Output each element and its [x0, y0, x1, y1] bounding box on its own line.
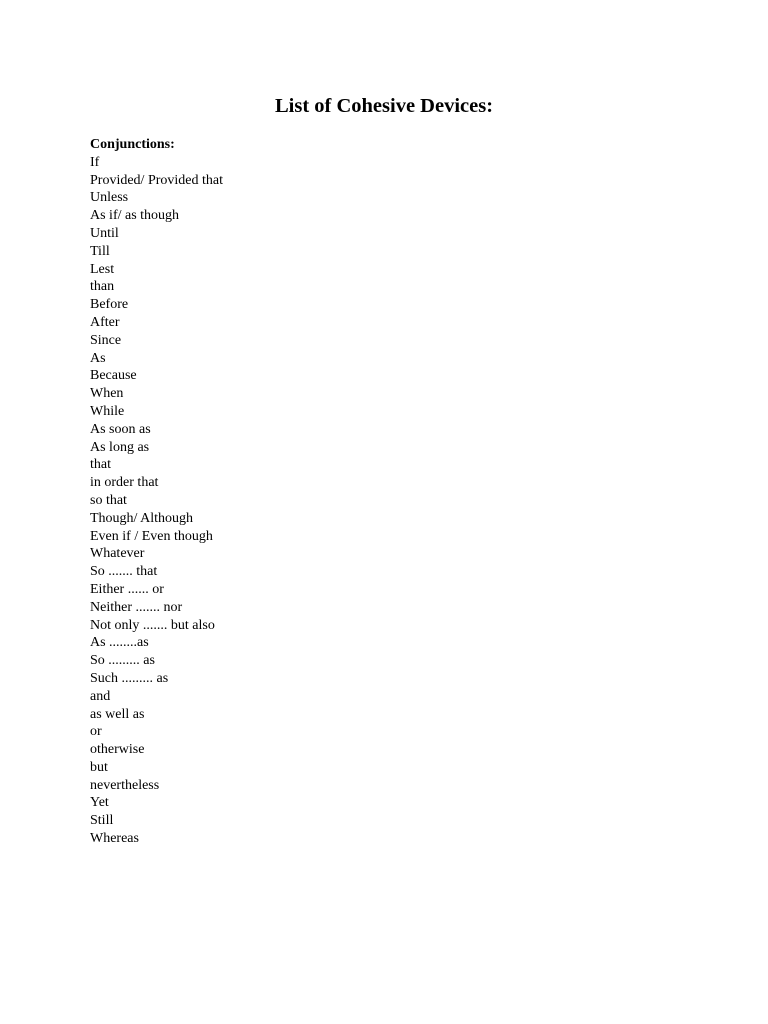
- conjunction-item: Even if / Even though: [90, 528, 213, 544]
- conjunction-item: than: [90, 279, 115, 295]
- conjunction-item: As ........as: [90, 635, 149, 651]
- conjunction-item: Not only ....... but also: [90, 617, 215, 633]
- conjunction-item: As if/ as though: [90, 208, 180, 224]
- conjunction-item: Whatever: [90, 546, 145, 562]
- conjunction-item: Because: [90, 368, 137, 384]
- conjunction-item: As soon as: [90, 421, 151, 437]
- conjunction-item: Though/ Although: [90, 510, 194, 526]
- conjunction-item: or: [90, 724, 102, 740]
- conjunction-item: that: [90, 457, 111, 473]
- conjunction-item: Before: [90, 297, 129, 313]
- conjunction-item: so that: [90, 492, 127, 508]
- conjunction-item: While: [90, 403, 125, 419]
- conjunction-item: Till: [90, 243, 110, 259]
- conjunction-item: Lest: [90, 261, 115, 277]
- conjunction-item: nevertheless: [90, 777, 160, 793]
- conjunction-item: If: [90, 154, 100, 170]
- conjunction-item: otherwise: [90, 742, 145, 758]
- conjunction-item: in order that: [90, 475, 159, 491]
- conjunction-item: Whereas: [90, 831, 139, 847]
- conjunction-item: So ......... as: [90, 653, 155, 669]
- conjunction-item: as well as: [90, 706, 145, 722]
- page-title: List of Cohesive Devices:: [274, 95, 494, 117]
- conjunction-item: Until: [90, 225, 119, 241]
- conjunction-item: So ....... that: [90, 564, 158, 580]
- conjunction-item: Unless: [90, 190, 129, 206]
- conjunction-item: Yet: [90, 795, 109, 811]
- conjunction-list: [90, 154, 223, 848]
- conjunction-item: Such ......... as: [90, 670, 169, 686]
- conjunction-item: As: [90, 350, 106, 366]
- conjunction-item: When: [90, 386, 124, 402]
- conjunction-item: After: [90, 314, 120, 330]
- conjunction-item: Provided/ Provided that: [90, 172, 223, 188]
- conjunction-item: Either ...... or: [90, 581, 164, 597]
- conjunction-item: As long as: [90, 439, 150, 455]
- conjunction-item: and: [90, 688, 111, 704]
- conjunction-item: Still: [90, 813, 114, 829]
- conjunctions-section: [90, 136, 223, 848]
- section-heading: Conjunctions:: [90, 137, 175, 152]
- conjunction-item: Neither ....... nor: [90, 599, 183, 615]
- conjunction-item: Since: [90, 332, 122, 348]
- conjunction-item: but: [90, 759, 108, 775]
